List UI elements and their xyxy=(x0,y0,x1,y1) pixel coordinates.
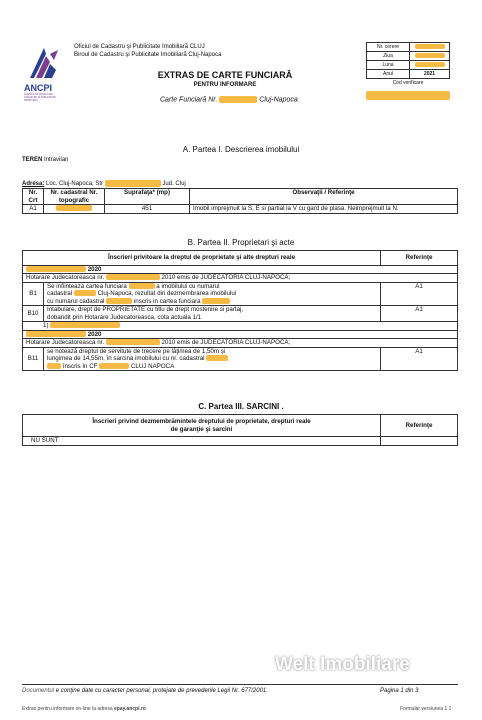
property-type-rest: Intravilan xyxy=(44,157,69,163)
redacted-act-number xyxy=(106,339,160,345)
cf-city: Cluj-Napoca xyxy=(259,96,298,104)
watermark-brand: Welt Imobiliare xyxy=(275,654,410,675)
col-surface: Suprafaţa* (mp) xyxy=(105,189,190,205)
group2-year: 2020 xyxy=(87,330,102,338)
table-row xyxy=(23,274,458,283)
table-row xyxy=(23,205,458,214)
request-label: Nr. cerere xyxy=(367,43,410,52)
b10-ref: A1 xyxy=(381,306,458,322)
table-row xyxy=(23,322,458,331)
b1-text-3a: cu numarul cadastral xyxy=(47,297,105,305)
row-cadastral xyxy=(44,205,105,214)
agency-line-1: Oficiul de Cadastru şi Publicitate Imobiliară CLUJ xyxy=(74,44,205,50)
redacted-date xyxy=(26,266,86,272)
house-check-icon xyxy=(225,644,271,684)
address-label: Adresa: xyxy=(22,181,45,188)
col-nr: Nr. Crt xyxy=(23,189,44,205)
b1-text-2b: Cluj-Napoca, rezultat din dezmembrarea imobilului xyxy=(97,290,237,297)
b11-ref: A1 xyxy=(381,347,458,371)
part-c-col-main-2: de garanţie şi sarcini xyxy=(170,425,233,433)
address-line xyxy=(22,180,186,187)
part-a-heading: A. Partea I. Descrierea imobilului xyxy=(182,145,300,154)
property-type-bold: TEREN xyxy=(22,157,43,163)
address-end: Jud. Cluj xyxy=(162,181,186,188)
b1-code: B1 xyxy=(23,282,44,306)
footer-line xyxy=(22,684,458,685)
redacted xyxy=(47,363,61,369)
request-label: Ziua xyxy=(367,52,410,61)
redacted xyxy=(74,290,96,296)
request-value xyxy=(410,43,450,52)
part-c-col-main-1: Înscrieri privind dezmembrămintele dreptului de proprietate, drepturi reale xyxy=(92,418,311,425)
request-row xyxy=(367,70,450,79)
redacted-verify-code xyxy=(366,91,450,100)
footer-notice xyxy=(22,688,268,694)
request-box xyxy=(366,42,450,104)
footer-bottom-left xyxy=(22,706,146,712)
table-row xyxy=(23,330,458,339)
redacted-value xyxy=(415,44,445,49)
redacted-cadastral xyxy=(56,205,92,211)
b1-text-1b: a imobilului cu numarul xyxy=(156,282,220,290)
row-nr: A1 xyxy=(23,205,44,214)
table-row xyxy=(23,282,458,306)
b1-text-3b: inscris in cartea funciara xyxy=(133,297,201,305)
part-b-col-ref: Referinţe xyxy=(381,251,458,266)
footer-bottom-text: Extras pentru informare on-line la adresa xyxy=(22,706,113,712)
redacted xyxy=(129,283,155,289)
request-table xyxy=(366,42,450,79)
part-a-table xyxy=(22,188,458,214)
act-text-b: 2010 emis de JUDECATORIA CLUJ-NAPOCA; xyxy=(161,274,291,281)
cf-prefix: Carte Funciară Nr. xyxy=(160,96,218,104)
request-value xyxy=(410,61,450,70)
b11-text-2: lungimea de 14,55m, în sarcina imobilului cu nr. cadastral xyxy=(47,355,205,362)
part-c-row-ref xyxy=(381,437,458,446)
b1-ref: A1 xyxy=(381,282,458,306)
footer-page: Pagina 1 din 3 xyxy=(380,688,419,694)
table-row xyxy=(23,339,458,348)
request-value xyxy=(410,52,450,61)
owner-prefix: 1) xyxy=(43,322,49,329)
ancpi-emblem-icon xyxy=(24,44,64,80)
logo-text: ANCPI xyxy=(24,83,53,93)
b11-code: B11 xyxy=(23,347,44,371)
b10-code: B10 xyxy=(23,306,44,322)
verify-label: Cod verificare xyxy=(392,80,424,86)
document-subtitle: PENTRU INFORMARE xyxy=(193,82,257,88)
address-text: Loc. Cluj-Napoca, Str xyxy=(46,181,104,188)
table-row xyxy=(23,347,458,371)
redacted xyxy=(202,298,230,304)
redacted-value xyxy=(415,62,445,67)
footer-bottom-right: Formular versiunea 1.1 xyxy=(400,706,452,712)
act-text-a: Hotarare Judecatoreasca nr. xyxy=(26,274,105,281)
table-row xyxy=(23,265,458,274)
col-cadastral: Nr. cadastral Nr. topografic xyxy=(44,189,105,205)
redacted-value xyxy=(415,53,445,58)
redacted xyxy=(99,363,129,369)
redacted-cf-number xyxy=(219,96,257,103)
b11-text-1: se notează dreptul de servitute de trecere pe lăţimea de 1,50m şi xyxy=(47,347,226,355)
part-b-table xyxy=(22,250,458,371)
b11-text-3a: înscris în CF xyxy=(62,362,98,370)
document-title: EXTRAS DE CARTE FUNCIARĂ xyxy=(157,70,293,80)
redacted-act-number xyxy=(106,274,160,280)
row-notes: Imobil imprejmuit la S, E si partial la V cu gard de plasa. Neimprejmuit la N. xyxy=(190,205,458,214)
b10-text-1: Intabulare, drept de PROPRIETATE cu titlu de drept mostenire si partaj, xyxy=(47,306,244,313)
b10-text xyxy=(44,306,381,322)
request-row xyxy=(367,43,450,52)
request-label: Anul xyxy=(367,70,410,79)
part-b-heading: B. Partea II. Proprietari şi acte xyxy=(187,238,295,247)
request-row xyxy=(367,52,450,61)
carte-funciara-line xyxy=(160,96,298,103)
redacted-date xyxy=(26,331,86,337)
agency-line-2: Biroul de Cadastru şi Publicitate Imobiliară Cluj-Napoca xyxy=(74,52,222,58)
part-c-table xyxy=(22,414,458,446)
footer-link[interactable]: epay.ancpi.ro xyxy=(114,706,146,712)
table-row xyxy=(23,306,458,322)
b10-text-2: dobandit prin Hotarare Judecatoreasca, cota actuala 1/1 xyxy=(47,313,202,321)
part-c-heading: C. Partea III. SARCINI . xyxy=(198,402,284,411)
act-text-b: 2010 emis de JUDECATORIA CLUJ-NAPOCA; xyxy=(161,339,291,346)
group1-act xyxy=(23,274,458,283)
redacted xyxy=(206,355,228,361)
group1-year: 2020 xyxy=(87,265,102,273)
part-b-col-main: Înscrieri privitoare la dreptul de proprietate şi alte drepturi reale xyxy=(23,251,381,266)
b11-text-3b: CLUJ NAPOCA xyxy=(130,362,175,370)
owner-row xyxy=(23,322,458,331)
table-row xyxy=(23,437,458,446)
redacted xyxy=(106,298,132,304)
property-type xyxy=(22,157,68,163)
watermark xyxy=(205,640,482,710)
b1-text xyxy=(44,282,381,306)
ancpi-logo xyxy=(24,44,64,100)
act-text-a: Hotarare Judecatoreasca nr. xyxy=(26,339,105,346)
row-surface: 451 xyxy=(105,205,190,214)
logo-subtitle: AGENŢIA NAŢIONALĂ DE CADASTRU ŞI PUBLICITATE IMOBILIARĂ xyxy=(24,93,56,102)
b1-text-2a: cadastral xyxy=(47,290,73,297)
redacted-owner xyxy=(50,322,120,328)
group1-header xyxy=(23,265,458,274)
part-c-row: NU SUNT xyxy=(23,437,381,446)
b11-text xyxy=(44,347,381,371)
redacted-street xyxy=(105,180,161,187)
b1-text-1a: Se infiinteaza cartea funciara xyxy=(47,282,127,290)
part-c-col-ref: Referinţe xyxy=(381,415,458,437)
group2-header xyxy=(23,330,458,339)
group2-act xyxy=(23,339,458,348)
request-value: 2021 xyxy=(410,70,450,79)
part-c-col-main xyxy=(23,415,381,437)
footer-doc-label: Documentul xyxy=(22,688,55,694)
col-notes: Observaţii / Referinţe xyxy=(190,189,458,205)
request-label: Luna xyxy=(367,61,410,70)
request-row xyxy=(367,61,450,70)
footer-notice-text: e conţine date cu caracter personal, protejate de prevederile Legii Nr. 677/2001. xyxy=(55,688,268,694)
